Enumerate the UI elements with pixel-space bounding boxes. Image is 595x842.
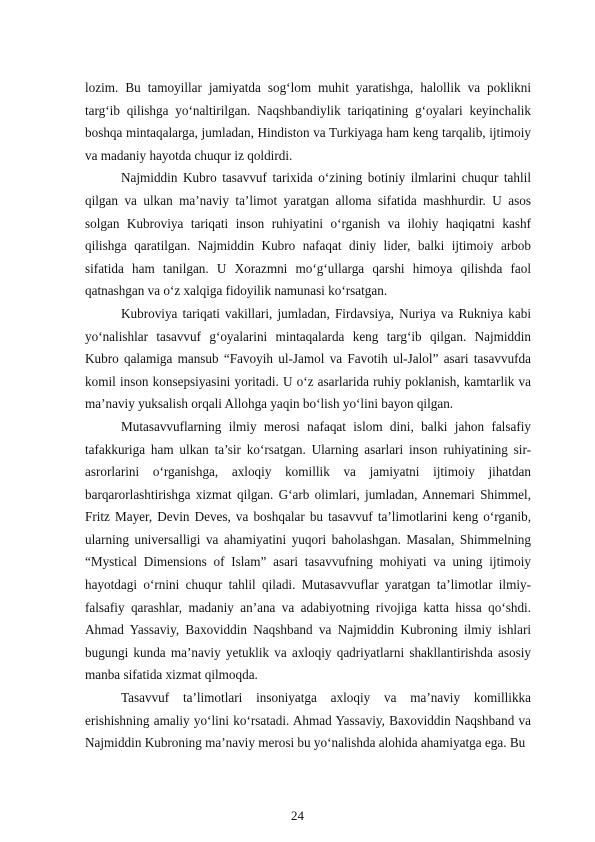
page-number: 24	[291, 808, 304, 823]
paragraph-kubroviya: Kubroviya tariqati vakillari, jumladan, Firdavsiya, Nuriya va Rukniya kabi yo‘nalishlar tasavvuf g‘oyalarini mintaqalarda keng targ‘ib qilgan. Najmiddin Kubro qalamiga mansub “Favoyih ul-Jamol va Favotih ul-Jalol” asari tasavvufda komil inson konsepsiyasini yoritadi. U o‘z asarlarida ruhiy poklanish, kamtarlik va ma’naviy yuksalish orqali Allohga yaqin bo‘lish yo‘lini bayon qilgan.	[85, 305, 531, 412]
paragraph-continuation: lozim. Bu tamoyillar jamiyatda sog‘lom muhit yaratishga, halollik va poklikni targ‘ib qilishga yo‘naltirilgan. Naqshbandiylik tariqatining g‘oyalari keyinchalik boshqa mintaqalarga, jumladan, Hindiston va Turkiyaga ham keng tarqalib, ijtimoiy va madaniy hayotda chuqur iz qoldirdi.	[85, 80, 531, 163]
document-body	[85, 77, 531, 755]
paragraph-mutasavvuflar: Mutasavvuflarning ilmiy merosi nafaqat islom dini, balki jahon falsafiy tafakkuriga ham ulkan ta’sir ko‘rsatgan. Ularning asarlari inson ruhiyatining sir-asrorlarini o‘rganishga, axloqiy komillik va jamiyatni ijtimoiy jihatdan barqarorlashtirishga xizmat qilgan. G‘arb olimlari, jumladan, Annemari Shimmel, Fritz Mayer, Devin Deves, va boshqalar bu tasavvuf ta’limotlarini keng o‘rganib, ularning universalligi va ahamiyatini yuqori baholashgan. Masalan, Shimmelning “Mystical Dimensions of Islam” asari tasavvufning mohiyati va uning ijtimoiy hayotdagi o‘rnini chuqur tahlil qiladi. Mutasavvuflar yaratgan ta’limotlar ilmiy-falsafiy qarashlar, madaniy an’ana va adabiyotning rivojiga katta hissa qo‘shdi. Ahmad Yassaviy, Baxoviddin Naqshband va Najmiddin Kubroning ilmiy ishlari bugungi kunda ma’naviy yetuklik va axloqiy qadriyatlarni shakllantirishda asosiy manba sifatida xizmat qilmoqda.	[85, 418, 531, 683]
paragraph-najmiddin-kubro: Najmiddin Kubro tasavvuf tarixida o‘zining botiniy ilmlarini chuqur tahlil qilgan va ulkan ma’naviy ta’limot yaratgan alloma sifatida mashhurdir. U asos solgan Kubroviya tariqati inson ruhiyatini o‘rganish va ilohiy haqiqatni kashf qilishga qaratilgan. Najmiddin Kubro nafaqat diniy lider, balki ijtimoiy arbob sifatida ham tanilgan. U Xorazmni mo‘g‘ullarga qarshi himoya qilishda faol qatnashgan va o‘z xalqiga fidoyilik namunasi ko‘rsatgan.	[85, 170, 531, 299]
paragraph-tasavvuf-talimotlari: Tasavvuf ta’limotlari insoniyatga axloqiy va ma’naviy komillikka erishishning amaliy yo‘lini ko‘rsatadi. Ahmad Yassaviy, Baxoviddin Naqshband va Najmiddin Kubroning ma’naviy merosi bu yo‘nalishda alohida ahamiyatga ega. Bu	[85, 690, 531, 751]
